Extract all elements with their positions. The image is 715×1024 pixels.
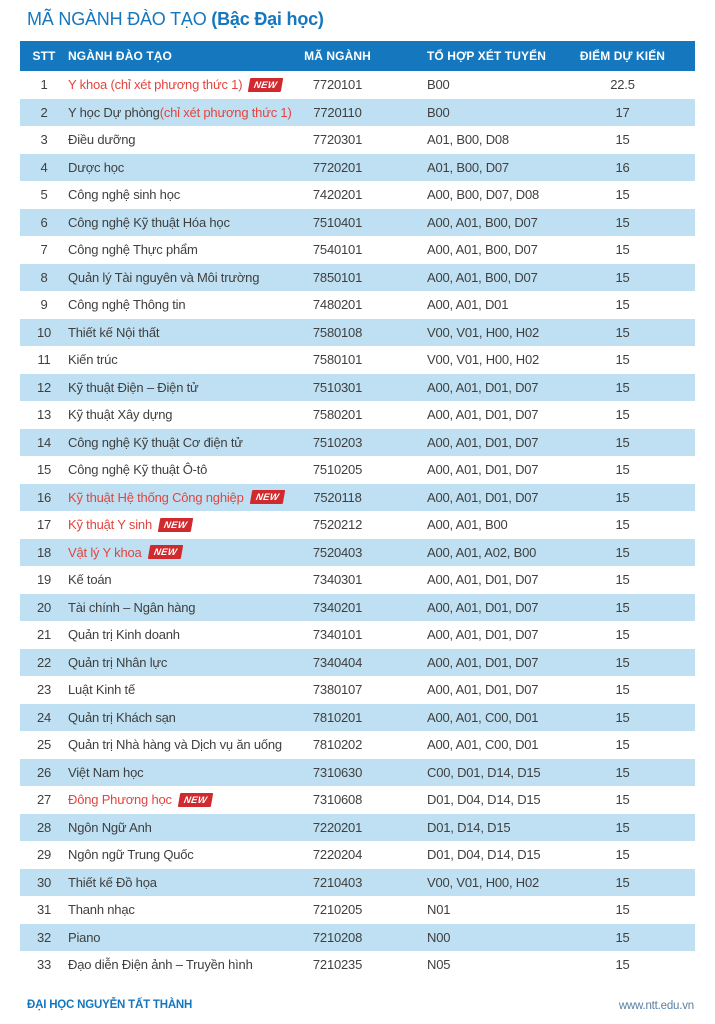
- major-name: Kỹ thuật Điện – Điện tử: [68, 379, 199, 395]
- cell-admission-combos: A01, B00, D08: [427, 132, 509, 148]
- cell-expected-score: 15: [615, 352, 630, 368]
- cell-admission-combos: B00: [427, 77, 450, 93]
- cell-expected-score: 15: [615, 187, 630, 203]
- major-name: Đông Phương học: [68, 792, 172, 808]
- table-row: [20, 126, 695, 154]
- cell-admission-combos: A00, A01, D01, D07: [427, 599, 539, 615]
- major-name: Đạo diễn Điện ảnh – Truyền hình: [68, 957, 253, 973]
- table-row: [20, 209, 695, 237]
- major-name: Quản trị Nhân lực: [68, 654, 168, 670]
- table-row: [20, 759, 695, 787]
- table-row: [20, 401, 695, 429]
- major-name: Công nghệ Thông tin: [68, 297, 186, 313]
- table-body: [20, 71, 695, 979]
- cell-expected-score: 15: [615, 764, 630, 780]
- cell-major-code: 7310608: [312, 792, 363, 808]
- cell-expected-score: 15: [615, 847, 630, 863]
- cell-admission-combos: C00, D01, D14, D15: [427, 764, 541, 780]
- cell-major-name: [68, 627, 290, 642]
- cell-stt: 14: [36, 434, 52, 450]
- cell-major-code: 7420201: [312, 187, 363, 203]
- major-name: Quản trị Khách sạn: [68, 709, 176, 725]
- cell-admission-combos: A00, B00, D07, D08: [427, 187, 540, 203]
- table-row: [20, 566, 695, 594]
- table-row: [20, 896, 695, 924]
- major-name: Thanh nhạc: [68, 902, 135, 918]
- cell-expected-score: 15: [615, 654, 630, 670]
- column-header-score: ĐIỂM DỰ KIẾN: [579, 49, 666, 63]
- cell-stt: 15: [36, 462, 52, 478]
- cell-major-name: [68, 187, 290, 202]
- table-row: [20, 869, 695, 897]
- major-name: Dược học: [68, 159, 125, 175]
- new-badge: NEW: [178, 793, 214, 807]
- cell-expected-score: 15: [615, 929, 630, 945]
- cell-major-name: [68, 820, 290, 835]
- cell-major-name: [68, 737, 290, 752]
- cell-major-code: 7850101: [312, 269, 363, 285]
- majors-table: [20, 41, 695, 979]
- cell-stt: 19: [36, 572, 52, 588]
- cell-expected-score: 15: [615, 379, 630, 395]
- cell-major-code: 7510203: [312, 434, 363, 450]
- cell-major-name: [68, 77, 290, 92]
- cell-stt: 5: [40, 187, 48, 203]
- cell-admission-combos: V00, V01, H00, H02: [427, 874, 540, 890]
- new-badge: NEW: [248, 78, 284, 92]
- cell-major-code: 7210205: [312, 902, 363, 918]
- column-header-stt: STT: [32, 49, 56, 63]
- cell-stt: 6: [40, 214, 48, 230]
- cell-major-name: [68, 655, 290, 670]
- footer-website-link[interactable]: www.ntt.edu.vn: [618, 1000, 694, 1012]
- cell-major-code: 7520403: [312, 544, 363, 560]
- cell-admission-combos: A00, A01, B00, D07: [427, 214, 538, 230]
- cell-major-name: [68, 957, 290, 972]
- cell-stt: 33: [36, 957, 52, 973]
- cell-major-code: 7510301: [312, 379, 363, 395]
- cell-stt: 22: [36, 654, 52, 670]
- page-title-suffix: (Bậc Đại học): [211, 9, 324, 29]
- cell-major-code: 7310630: [312, 764, 363, 780]
- cell-major-name: [68, 765, 290, 780]
- cell-stt: 25: [36, 737, 52, 753]
- cell-major-name: [68, 105, 290, 120]
- cell-admission-combos: A00, A01, C00, D01: [427, 737, 539, 753]
- table-row: [20, 676, 695, 704]
- cell-major-code: 7580101: [312, 352, 363, 368]
- table-row: [20, 594, 695, 622]
- column-header-code: MÃ NGÀNH: [304, 49, 371, 63]
- new-badge: NEW: [158, 518, 194, 532]
- cell-stt: 23: [36, 682, 52, 698]
- cell-admission-combos: A00, A01, D01, D07: [427, 434, 539, 450]
- cell-admission-combos: V00, V01, H00, H02: [427, 352, 540, 368]
- cell-major-code: 7810201: [312, 709, 363, 725]
- cell-major-code: 7520118: [313, 489, 362, 505]
- cell-major-code: 7810202: [312, 737, 363, 753]
- table-row: [20, 484, 695, 512]
- cell-major-name: [68, 792, 290, 807]
- cell-major-code: 7540101: [312, 242, 363, 258]
- cell-admission-combos: N01: [427, 902, 451, 918]
- major-name: Piano: [68, 929, 101, 945]
- table-row: [20, 511, 695, 539]
- cell-admission-combos: A00, A01, D01, D07: [427, 627, 539, 643]
- table-row: [20, 731, 695, 759]
- page-title: [27, 9, 324, 30]
- major-name-note: (chỉ xét phương thức 1): [159, 104, 292, 120]
- cell-stt: 8: [40, 269, 48, 285]
- major-name: Kế toán: [68, 572, 112, 588]
- cell-expected-score: 15: [615, 434, 630, 450]
- cell-admission-combos: A00, A01, D01, D07: [427, 489, 539, 505]
- major-name: Công nghệ sinh học: [68, 187, 181, 203]
- cell-stt: 31: [36, 902, 52, 918]
- cell-admission-combos: N00: [427, 929, 451, 945]
- table-row: [20, 181, 695, 209]
- table-row: [20, 539, 695, 567]
- cell-expected-score: 15: [615, 957, 630, 973]
- major-name: Kiến trúc: [68, 352, 118, 368]
- table-row: [20, 649, 695, 677]
- cell-stt: 16: [36, 489, 52, 505]
- cell-expected-score: 15: [615, 269, 630, 285]
- cell-major-code: 7720101: [312, 77, 363, 93]
- cell-expected-score: 15: [615, 737, 630, 753]
- cell-major-name: [68, 517, 290, 532]
- cell-admission-combos: A00, A01, B00, D07: [427, 269, 538, 285]
- major-name: Quản trị Kinh doanh: [68, 627, 180, 643]
- cell-major-code: 7510401: [312, 214, 363, 230]
- cell-stt: 12: [36, 379, 52, 395]
- major-name: Kỹ thuật Y sinh: [68, 517, 152, 533]
- cell-major-code: 7480201: [312, 297, 363, 313]
- cell-major-code: 7210403: [312, 874, 363, 890]
- major-name: Thiết kế Nội thất: [68, 324, 160, 340]
- cell-major-name: [68, 297, 290, 312]
- cell-stt: 29: [36, 847, 52, 863]
- major-name: Công nghệ Kỹ thuật Cơ điện tử: [68, 434, 243, 450]
- major-name: Điều dưỡng: [68, 132, 136, 148]
- cell-major-name: [68, 902, 290, 917]
- table-row: [20, 704, 695, 732]
- cell-expected-score: 15: [615, 462, 630, 478]
- cell-major-name: [68, 325, 290, 340]
- cell-major-name: [68, 132, 290, 147]
- cell-admission-combos: A00, A01, D01, D07: [427, 654, 539, 670]
- new-badge: NEW: [249, 490, 285, 504]
- cell-major-name: [68, 572, 290, 587]
- cell-stt: 28: [36, 819, 52, 835]
- page-title-main: MÃ NGÀNH ĐÀO TẠO: [27, 9, 212, 29]
- cell-expected-score: 15: [615, 407, 630, 423]
- cell-expected-score: 15: [615, 599, 630, 615]
- cell-admission-combos: B00: [427, 104, 450, 120]
- cell-expected-score: 16: [615, 159, 630, 175]
- cell-admission-combos: V00, V01, H00, H02: [427, 324, 540, 340]
- cell-major-name: [68, 545, 290, 560]
- cell-stt: 17: [36, 517, 52, 533]
- cell-major-code: 7220201: [312, 819, 363, 835]
- cell-major-name: [68, 462, 290, 477]
- cell-major-name: [68, 380, 290, 395]
- cell-major-code: 7340404: [312, 654, 363, 670]
- cell-major-name: [68, 160, 290, 175]
- cell-expected-score: 15: [615, 544, 630, 560]
- cell-admission-combos: A00, A01, D01, D07: [427, 379, 539, 395]
- cell-major-code: 7720301: [312, 132, 363, 148]
- table-row: [20, 154, 695, 182]
- cell-expected-score: 17: [615, 104, 630, 120]
- cell-expected-score: 15: [615, 517, 630, 533]
- cell-stt: 21: [36, 627, 52, 643]
- major-name: Quản lý Tài nguyên và Môi trường: [68, 269, 260, 285]
- table-row: [20, 456, 695, 484]
- cell-major-code: 7720110: [313, 104, 362, 120]
- cell-major-code: 7340201: [312, 599, 363, 615]
- cell-major-name: [68, 600, 290, 615]
- cell-major-code: 7340101: [312, 627, 363, 643]
- major-name: Quản trị Nhà hàng và Dịch vụ ăn uống: [68, 737, 282, 753]
- major-name: Công nghệ Thực phẩm: [68, 242, 198, 258]
- cell-major-code: 7520212: [312, 517, 363, 533]
- cell-admission-combos: A00, A01, D01, D07: [427, 462, 539, 478]
- cell-stt: 27: [36, 792, 52, 808]
- cell-admission-combos: D01, D04, D14, D15: [427, 847, 541, 863]
- major-name: Thiết kế Đồ họa: [68, 874, 157, 890]
- cell-expected-score: 15: [615, 132, 630, 148]
- cell-stt: 9: [40, 297, 48, 313]
- table-row: [20, 99, 695, 127]
- cell-admission-combos: A00, A01, A02, B00: [427, 544, 537, 560]
- cell-major-name: [68, 490, 290, 505]
- major-name: Công nghệ Kỹ thuật Ô-tô: [68, 462, 208, 478]
- cell-major-name: [68, 847, 290, 862]
- cell-major-name: [68, 215, 290, 230]
- cell-expected-score: 15: [615, 324, 630, 340]
- cell-admission-combos: D01, D14, D15: [427, 819, 511, 835]
- cell-stt: 10: [36, 324, 52, 340]
- cell-admission-combos: A01, B00, D07: [427, 159, 509, 175]
- cell-stt: 2: [40, 104, 48, 120]
- major-name: Y khoa (chỉ xét phương thức 1): [68, 77, 243, 93]
- table-row: [20, 374, 695, 402]
- cell-expected-score: 15: [615, 819, 630, 835]
- cell-major-code: 7580201: [312, 407, 363, 423]
- cell-major-code: 7210235: [312, 957, 363, 973]
- cell-expected-score: 15: [615, 682, 630, 698]
- cell-stt: 3: [40, 132, 48, 148]
- cell-expected-score: 15: [615, 792, 630, 808]
- cell-major-code: 7580108: [312, 324, 363, 340]
- cell-expected-score: 15: [615, 214, 630, 230]
- cell-stt: 7: [40, 242, 48, 258]
- cell-stt: 1: [40, 77, 48, 93]
- new-badge: NEW: [147, 545, 183, 559]
- cell-expected-score: 15: [615, 297, 630, 313]
- table-header: [20, 41, 695, 71]
- cell-admission-combos: N05: [427, 957, 451, 973]
- cell-major-name: [68, 710, 290, 725]
- major-name: Luật Kinh tế: [68, 682, 135, 698]
- cell-admission-combos: A00, A01, B00, D07: [427, 242, 538, 258]
- table-row: [20, 786, 695, 814]
- major-name: Vật lý Y khoa: [68, 544, 142, 560]
- major-name: Kỹ thuật Hệ thống Công nghiệp: [68, 489, 244, 505]
- major-name: Y học Dự phòng: [68, 104, 160, 120]
- cell-admission-combos: A00, A01, D01: [427, 297, 509, 313]
- footer-university-name: ĐẠI HỌC NGUYỄN TẤT THÀNH: [27, 999, 193, 1011]
- cell-admission-combos: A00, A01, C00, D01: [427, 709, 539, 725]
- cell-major-code: 7510205: [312, 462, 363, 478]
- cell-expected-score: 15: [615, 489, 630, 505]
- cell-expected-score: 15: [615, 572, 630, 588]
- cell-expected-score: 15: [615, 874, 630, 890]
- cell-major-name: [68, 435, 290, 450]
- cell-major-code: 7220204: [312, 847, 363, 863]
- cell-stt: 18: [36, 544, 52, 560]
- cell-stt: 32: [36, 929, 52, 945]
- table-row: [20, 319, 695, 347]
- cell-major-code: 7380107: [312, 682, 363, 698]
- cell-expected-score: 22.5: [610, 77, 635, 93]
- cell-admission-combos: A00, A01, D01, D07: [427, 682, 539, 698]
- cell-major-name: [68, 270, 290, 285]
- cell-major-code: 7340301: [312, 572, 363, 588]
- major-name: Công nghệ Kỹ thuật Hóa học: [68, 214, 230, 230]
- cell-stt: 24: [36, 709, 52, 725]
- cell-stt: 4: [40, 159, 48, 175]
- column-header-combos: TỔ HỢP XÉT TUYỂN: [427, 49, 546, 63]
- table-row: [20, 346, 695, 374]
- major-name: Kỹ thuật Xây dựng: [68, 407, 173, 423]
- cell-expected-score: 15: [615, 627, 630, 643]
- cell-stt: 11: [37, 352, 51, 368]
- cell-expected-score: 15: [615, 709, 630, 725]
- cell-major-name: [68, 930, 290, 945]
- cell-stt: 30: [36, 874, 52, 890]
- table-row: [20, 951, 695, 979]
- table-row: [20, 621, 695, 649]
- table-row: [20, 924, 695, 952]
- cell-major-name: [68, 682, 290, 697]
- cell-admission-combos: A00, A01, B00: [427, 517, 508, 533]
- major-name: Việt Nam học: [68, 764, 144, 780]
- cell-expected-score: 15: [615, 242, 630, 258]
- table-row: [20, 264, 695, 292]
- major-name: Tài chính – Ngân hàng: [68, 599, 196, 615]
- cell-major-code: 7720201: [312, 159, 363, 175]
- table-row: [20, 429, 695, 457]
- cell-major-name: [68, 407, 290, 422]
- cell-expected-score: 15: [615, 902, 630, 918]
- cell-major-code: 7210208: [312, 929, 363, 945]
- table-row: [20, 71, 695, 99]
- cell-major-name: [68, 242, 290, 257]
- column-header-major: NGÀNH ĐÀO TẠO: [68, 49, 172, 63]
- cell-admission-combos: A00, A01, D01, D07: [427, 407, 539, 423]
- cell-stt: 13: [36, 407, 52, 423]
- cell-major-name: [68, 352, 290, 367]
- cell-admission-combos: D01, D04, D14, D15: [427, 792, 541, 808]
- cell-stt: 26: [36, 764, 52, 780]
- table-row: [20, 236, 695, 264]
- table-row: [20, 841, 695, 869]
- table-row: [20, 291, 695, 319]
- table-row: [20, 814, 695, 842]
- major-name: Ngôn Ngữ Anh: [68, 819, 152, 835]
- major-name: Ngôn ngữ Trung Quốc: [68, 847, 194, 863]
- cell-major-name: [68, 875, 290, 890]
- cell-admission-combos: A00, A01, D01, D07: [427, 572, 539, 588]
- cell-stt: 20: [36, 599, 52, 615]
